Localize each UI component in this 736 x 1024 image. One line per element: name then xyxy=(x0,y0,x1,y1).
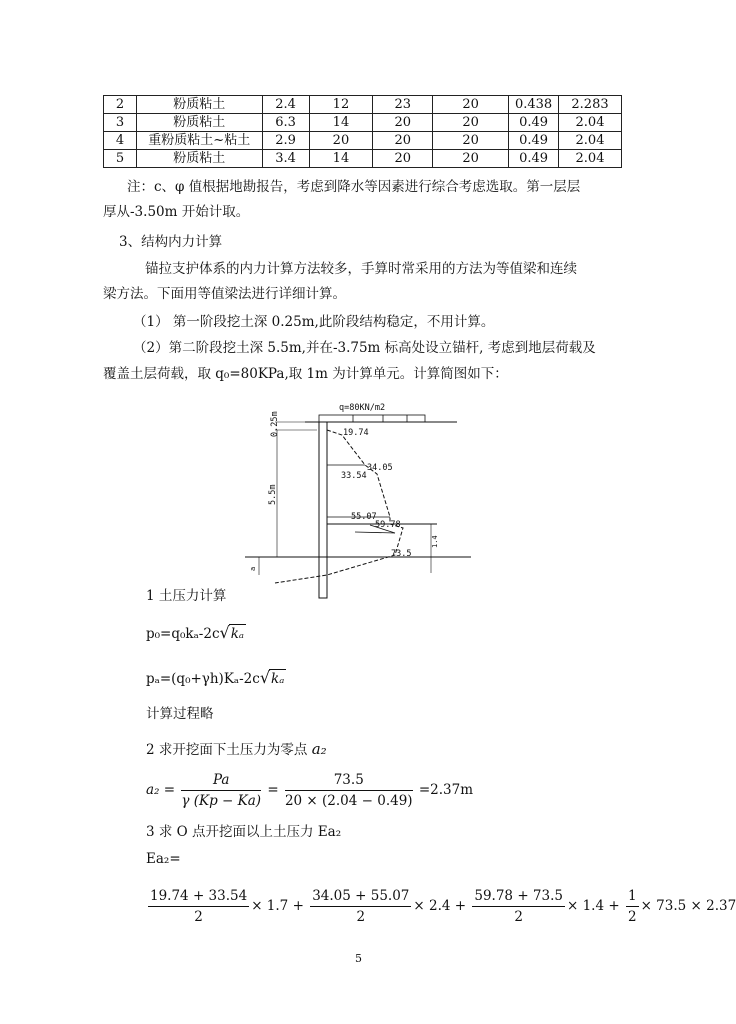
earth-pressure-diagram xyxy=(275,430,403,583)
table-cell: 14 xyxy=(309,150,373,168)
a2-symbol: a₂ xyxy=(311,740,327,758)
table-cell: 20 xyxy=(433,132,509,150)
pressure-value: 59.78 xyxy=(375,520,401,530)
table-cell: 20 xyxy=(309,132,373,150)
table-cell: 20 xyxy=(373,132,433,150)
process-note: 计算过程略 xyxy=(146,706,214,722)
table-cell: 粉质粘土 xyxy=(136,150,262,168)
table-note-cont: 厚从-3.50m 开始计取。 xyxy=(103,204,250,220)
table-cell: 0.49 xyxy=(509,114,559,132)
ea2-label: Ea₂= xyxy=(146,851,181,867)
fraction xyxy=(285,772,413,809)
table-cell: 2.9 xyxy=(262,132,309,150)
stage-one-text: （1） 第一阶段挖土深 0.25m,此阶段结构稳定，不用计算。 xyxy=(133,314,495,330)
formula-pa xyxy=(146,669,286,688)
fraction-denominator: 2 xyxy=(627,909,637,925)
multiplier: × 1.4 + xyxy=(566,898,620,914)
table-cell: 2.04 xyxy=(559,114,622,132)
sqrt-radicand: kₐ xyxy=(230,626,244,642)
table-body xyxy=(104,96,622,168)
fraction-numerator: 59.78 + 73.5 xyxy=(472,888,565,907)
fraction-denominator: 2 xyxy=(356,909,366,925)
step-two-text: 2 求开挖面下土压力为零点 xyxy=(146,742,308,758)
fraction-numerator: Pa xyxy=(181,772,261,791)
surcharge-load-label: q=80KN/m2 xyxy=(339,403,386,413)
sqrt-symbol: √ xyxy=(219,623,230,642)
table-cell: 5 xyxy=(104,150,137,168)
retaining-pile xyxy=(319,422,327,598)
table-cell: 23 xyxy=(373,96,433,114)
ea2-equation xyxy=(146,888,736,925)
stage-two-text: （2）第二阶段挖土深 5.5m,并在-3.75m 标高处设立锚杆, 考虑到地层荷载及 xyxy=(133,340,596,356)
paragraph-cont: 梁方法。下面用等值梁法进行详细计算。 xyxy=(103,286,346,302)
a2-equation xyxy=(146,772,473,809)
table-cell: 20 xyxy=(373,114,433,132)
multiplier: × 73.5 × 2.37 xyxy=(640,898,736,914)
fraction xyxy=(181,772,261,809)
table-cell: 12 xyxy=(309,96,373,114)
fraction-denominator: γ (Kp − Ka) xyxy=(181,793,262,809)
a2-result: =2.37m xyxy=(418,782,474,798)
fraction xyxy=(310,888,411,925)
table-cell: 粉质粘土 xyxy=(136,96,262,114)
multiplier: × 2.4 + xyxy=(413,898,467,914)
table-row xyxy=(104,114,622,132)
a2-lhs: a₂ = xyxy=(146,782,176,798)
dimension-label-bottom: a xyxy=(249,566,257,571)
table-cell: 20 xyxy=(433,96,509,114)
page-number: 5 xyxy=(355,952,362,965)
fraction-numerator: 19.74 + 33.54 xyxy=(148,888,249,907)
fraction-numerator: 73.5 xyxy=(285,772,413,791)
sqrt-radicand: kₐ xyxy=(271,671,285,687)
step-heading: 1 土压力计算 xyxy=(146,588,227,604)
table-cell: 0.49 xyxy=(509,150,559,168)
table-cell: 20 xyxy=(373,150,433,168)
table-cell: 2.4 xyxy=(262,96,309,114)
table-row xyxy=(104,132,622,150)
dimension-label-right: 1.4 xyxy=(431,535,439,548)
pressure-value: 34.05 xyxy=(367,463,393,473)
pressure-value: 33.54 xyxy=(341,471,367,481)
table-cell: 粉质粘土 xyxy=(136,114,262,132)
table-cell: 6.3 xyxy=(262,114,309,132)
fraction xyxy=(626,888,639,925)
fraction-denominator: 2 xyxy=(194,909,203,925)
table-cell: 14 xyxy=(309,114,373,132)
pressure-value: 19.74 xyxy=(343,428,369,438)
table-cell: 0.49 xyxy=(509,132,559,150)
table-cell: 20 xyxy=(433,150,509,168)
sqrt-symbol: √ xyxy=(259,668,271,687)
table-cell: 0.438 xyxy=(509,96,559,114)
fraction-denominator: 2 xyxy=(514,909,523,925)
calculation-diagram xyxy=(235,395,475,605)
step-heading: 3 求 O 点开挖面以上土压力 Ea₂ xyxy=(146,824,342,840)
paragraph: 锚拉支护体系的内力计算方法较多，手算时常采用的方法为等值梁和连续 xyxy=(145,261,577,277)
table-cell: 2 xyxy=(104,96,137,114)
soil-parameter-table xyxy=(103,95,622,168)
table-cell: 重粉质粘土~粘土 xyxy=(136,132,262,150)
fraction xyxy=(148,888,249,925)
table-cell: 3.4 xyxy=(262,150,309,168)
fraction-numerator: 1 xyxy=(626,888,639,907)
formula-p0 xyxy=(146,624,246,643)
table-cell: 2.283 xyxy=(559,96,622,114)
section-heading: 3、结构内力计算 xyxy=(119,234,223,250)
table-cell: 3 xyxy=(104,114,137,132)
table-cell: 2.04 xyxy=(559,150,622,168)
table-row xyxy=(104,150,622,168)
fraction xyxy=(472,888,565,925)
table-row xyxy=(104,96,622,114)
surcharge-load-block xyxy=(319,415,425,422)
table-note: 注：c、φ 值根据地勘报告，考虑到降水等因素进行综合考虑选取。第一层层 xyxy=(127,179,581,195)
dimension-label-top: 0.25m xyxy=(270,411,280,437)
formula-pa-text: pₐ=(q₀+γh)Kₐ-2c xyxy=(146,671,260,687)
table-cell: 20 xyxy=(433,114,509,132)
dimension-label-depth: 5.5m xyxy=(268,484,278,505)
table-cell: 2.04 xyxy=(559,132,622,150)
multiplier: × 1.7 + xyxy=(251,898,304,914)
pressure-value: 73.5 xyxy=(391,549,412,559)
step-heading xyxy=(146,740,327,759)
pressure-value: 55.07 xyxy=(351,512,377,522)
fraction-numerator: 34.05 + 55.07 xyxy=(310,888,411,907)
equals-sign: = xyxy=(267,782,279,798)
formula-p0-text: p₀=q₀kₐ-2c xyxy=(146,626,220,642)
table-cell: 4 xyxy=(104,132,137,150)
fraction-denominator: 20 × (2.04 − 0.49) xyxy=(284,793,413,809)
stage-two-text-cont: 覆盖土层荷载，取 q₀=80KPa,取 1m 为计算单元。计算简图如下： xyxy=(103,366,508,382)
